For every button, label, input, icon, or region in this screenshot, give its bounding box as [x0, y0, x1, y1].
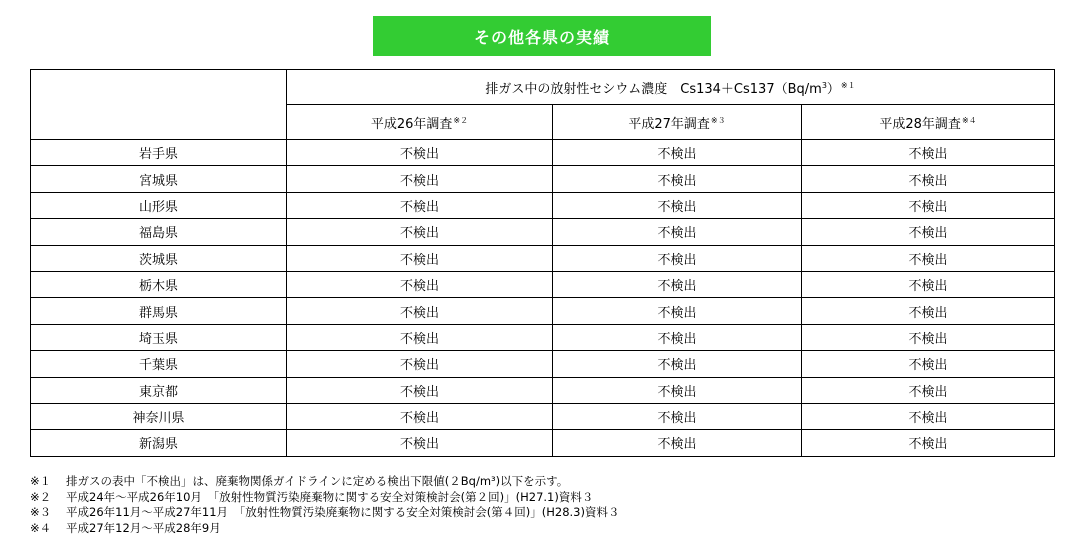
table-row: [31, 324, 1055, 350]
result-cell: 不検出: [287, 219, 553, 245]
survey-column-header: [287, 105, 553, 140]
result-cell: 不検出: [553, 166, 802, 192]
table-row: [31, 219, 1055, 245]
survey-column-label: 平成27年調査: [628, 116, 710, 132]
result-cell: 不検出: [553, 403, 802, 429]
table-row: [31, 403, 1055, 429]
result-cell: 不検出: [802, 219, 1055, 245]
prefecture-cell: 茨城県: [31, 245, 287, 271]
result-cell: 不検出: [553, 219, 802, 245]
result-cell: 不検出: [802, 430, 1055, 456]
prefecture-cell: 東京都: [31, 377, 287, 403]
footnote-mark: ※１: [30, 474, 52, 488]
result-cell: 不検出: [802, 166, 1055, 192]
result-cell: 不検出: [287, 351, 553, 377]
prefecture-cell: 新潟県: [31, 430, 287, 456]
survey-column-label: 平成26年調査: [370, 116, 453, 132]
header-row-main: [31, 70, 1055, 105]
table-row: [31, 245, 1055, 271]
footnote: [30, 490, 619, 506]
footnote-text: 平成27年12月～平成28年9月: [66, 520, 221, 535]
footnote-mark: ※２: [30, 489, 52, 504]
result-cell: 不検出: [287, 403, 553, 429]
result-cell: 不検出: [287, 140, 553, 166]
result-cell: 不検出: [553, 271, 802, 297]
results-table: [30, 69, 1055, 457]
footnote: [30, 521, 619, 537]
table-row: [31, 271, 1055, 297]
result-cell: 不検出: [802, 192, 1055, 218]
footnote-mark: ※３: [30, 505, 52, 519]
prefecture-cell: 群馬県: [31, 298, 287, 324]
prefecture-cell: 岩手県: [31, 140, 287, 166]
header-corner-cell: [31, 70, 287, 140]
result-cell: 不検出: [287, 245, 553, 271]
result-cell: 不検出: [802, 324, 1055, 350]
result-cell: 不検出: [553, 351, 802, 377]
result-cell: 不検出: [287, 324, 553, 350]
header-main-close: ）: [826, 81, 840, 97]
footnote-mark: ※４: [30, 520, 52, 535]
survey-column-header: [553, 105, 802, 140]
result-cell: 不検出: [287, 298, 553, 324]
footnote: [30, 474, 619, 490]
result-cell: 不検出: [553, 192, 802, 218]
result-cell: 不検出: [553, 140, 802, 166]
footnote-text: 排ガスの表中「不検出」は、廃棄物関係ガイドラインに定める検出下限値(２Bq/m³)以下を示す。: [66, 474, 569, 488]
prefecture-cell: 千葉県: [31, 351, 287, 377]
survey-column-note: ※３: [710, 115, 726, 125]
result-cell: 不検出: [553, 377, 802, 403]
footnote-text: 平成26年11月～平成27年11月 「放射性物質汚染廃棄物に関する安全対策検討会(第４回)」(H28.3)資料３: [66, 505, 620, 519]
survey-column-header: [802, 105, 1055, 140]
result-cell: 不検出: [553, 430, 802, 456]
result-cell: 不検出: [287, 377, 553, 403]
result-cell: 不検出: [802, 377, 1055, 403]
table-row: [31, 192, 1055, 218]
survey-column-note: ※４: [961, 115, 977, 125]
header-main-cell: [287, 70, 1055, 105]
prefecture-cell: 埼玉県: [31, 324, 287, 350]
prefecture-cell: 山形県: [31, 192, 287, 218]
result-cell: 不検出: [802, 271, 1055, 297]
footnotes: [30, 474, 619, 536]
table-row: [31, 140, 1055, 166]
result-cell: 不検出: [553, 245, 802, 271]
header-unit-superscript: 3: [821, 80, 827, 90]
result-cell: 不検出: [287, 430, 553, 456]
survey-column-label: 平成28年調査: [879, 116, 961, 132]
result-cell: 不検出: [287, 271, 553, 297]
result-cell: 不検出: [802, 140, 1055, 166]
prefecture-cell: 福島県: [31, 219, 287, 245]
page-title: その他各県の実績: [373, 16, 711, 56]
table-row: [31, 430, 1055, 456]
header-main-note: ※１: [840, 80, 856, 90]
table-row: [31, 377, 1055, 403]
table-body: [31, 140, 1055, 457]
prefecture-cell: 神奈川県: [31, 403, 287, 429]
header-main-label: 排ガス中の放射性セシウム濃度 Cs134＋Cs137（Bq/m: [485, 81, 822, 97]
result-cell: 不検出: [802, 403, 1055, 429]
result-cell: 不検出: [802, 245, 1055, 271]
result-cell: 不検出: [287, 192, 553, 218]
survey-column-note: ※２: [453, 115, 469, 125]
result-cell: 不検出: [553, 298, 802, 324]
result-cell: 不検出: [802, 298, 1055, 324]
footnote: [30, 505, 619, 521]
prefecture-cell: 栃木県: [31, 271, 287, 297]
table-row: [31, 298, 1055, 324]
table-row: [31, 166, 1055, 192]
footnote-text: 平成24年～平成26年10月 「放射性物質汚染廃棄物に関する安全対策検討会(第２回)」(H27.1)資料３: [66, 489, 594, 504]
table-row: [31, 351, 1055, 377]
result-cell: 不検出: [553, 324, 802, 350]
prefecture-cell: 宮城県: [31, 166, 287, 192]
result-cell: 不検出: [287, 166, 553, 192]
result-cell: 不検出: [802, 351, 1055, 377]
